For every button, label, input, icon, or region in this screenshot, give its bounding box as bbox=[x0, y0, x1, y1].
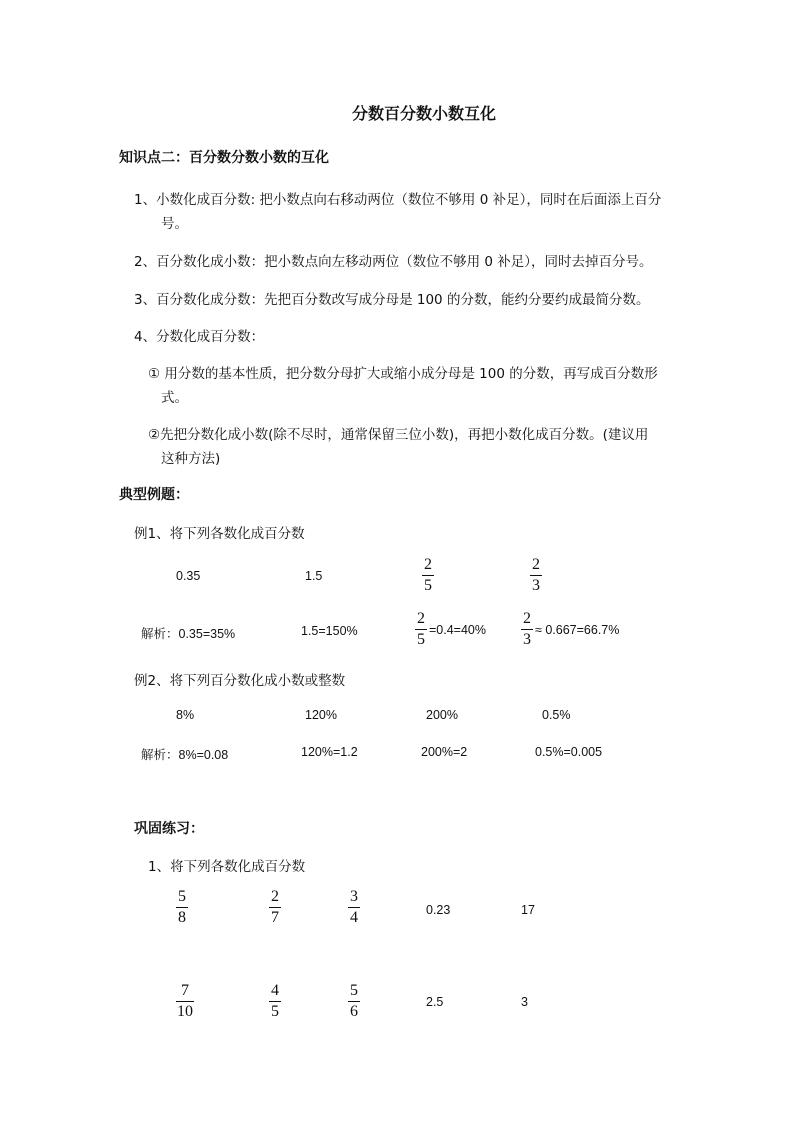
section-heading-knowledge: 知识点二：百分数分数小数的互化 bbox=[119, 150, 329, 166]
section-heading-examples: 典型例题： bbox=[119, 487, 189, 503]
example-1-fraction: 2 3 bbox=[532, 556, 540, 594]
example-1-prompt: 例1、将下列各数化成百分数 bbox=[134, 526, 305, 542]
practice-fraction: 2 7 bbox=[271, 888, 279, 926]
example-1-answer bbox=[415, 610, 486, 649]
example-2-answer: 0.5%=0.005 bbox=[535, 745, 603, 759]
example-2-item: 8% bbox=[176, 708, 195, 722]
example-1-item: 1.5 bbox=[305, 569, 323, 583]
practice-fraction: 5 6 bbox=[350, 982, 358, 1020]
practice-fraction: 7 10 bbox=[177, 982, 193, 1020]
example-2-answer: 200%=2 bbox=[421, 745, 468, 759]
example-1-fraction: 2 5 bbox=[424, 556, 432, 594]
practice-item: 2.5 bbox=[426, 995, 444, 1009]
answer-text: ≈ 0.667=66.7% bbox=[535, 622, 620, 637]
answer-fraction: $\frac{2}{3}$ bbox=[523, 610, 531, 648]
rule-3: 3、百分数化成分数：先把百分数改写成分母是 100 的分数，能约分要约成最简分数。 bbox=[134, 292, 650, 308]
practice-fraction: 5 8 bbox=[178, 888, 186, 926]
rule-4a-line1: ① 用分数的基本性质，把分数分母扩大或缩小成分母是 100 的分数，再写成百分数形 bbox=[148, 366, 658, 382]
practice-1-prompt: 1、将下列各数化成百分数 bbox=[148, 859, 306, 875]
practice-item: 17 bbox=[521, 903, 535, 917]
rule-2: 2、百分数化成小数：把小数点向左移动两位（数位不够用 0 补足），同时去掉百分号。 bbox=[134, 254, 653, 270]
answer-text: =0.4=40% bbox=[429, 622, 486, 637]
page-title: 分数百分数小数互化 bbox=[352, 104, 497, 123]
example-2-item: 120% bbox=[305, 708, 337, 722]
rule-4b-line1: ②先把分数化成小数(除不尽时，通常保留三位小数)，再把小数化成百分数。(建议用 bbox=[148, 427, 649, 443]
example-1-answer: 解析：0.35=35% bbox=[141, 627, 236, 641]
example-1-answer: 1.5=150% bbox=[301, 624, 358, 638]
example-2-answer: 120%=1.2 bbox=[301, 745, 358, 759]
section-heading-practice: 巩固练习： bbox=[134, 821, 204, 837]
example-2-answer: 解析：8%=0.08 bbox=[141, 748, 229, 762]
rule-1-line2: 号。 bbox=[161, 216, 188, 232]
example-1-answer bbox=[521, 610, 619, 649]
example-2-item: 200% bbox=[426, 708, 458, 722]
rule-1-line1: 1、小数化成百分数: 把小数点向右移动两位（数位不够用 0 补足），同时在后面添上百分 bbox=[134, 192, 662, 208]
practice-item: 0.23 bbox=[426, 903, 451, 917]
rule-4a-line2: 式。 bbox=[161, 390, 188, 406]
practice-fraction: 3 4 bbox=[350, 888, 358, 926]
practice-item: 3 bbox=[521, 995, 528, 1009]
practice-fraction: 4 5 bbox=[271, 982, 279, 1020]
example-1-item: 0.35 bbox=[176, 569, 201, 583]
example-2-prompt: 例2、将下列百分数化成小数或整数 bbox=[134, 673, 346, 689]
example-2-item: 0.5% bbox=[542, 708, 571, 722]
answer-fraction: $\frac{2}{5}$ bbox=[417, 610, 425, 648]
rule-4: 4、分数化成百分数： bbox=[134, 329, 265, 345]
rule-4b-line2: 这种方法) bbox=[161, 451, 221, 467]
